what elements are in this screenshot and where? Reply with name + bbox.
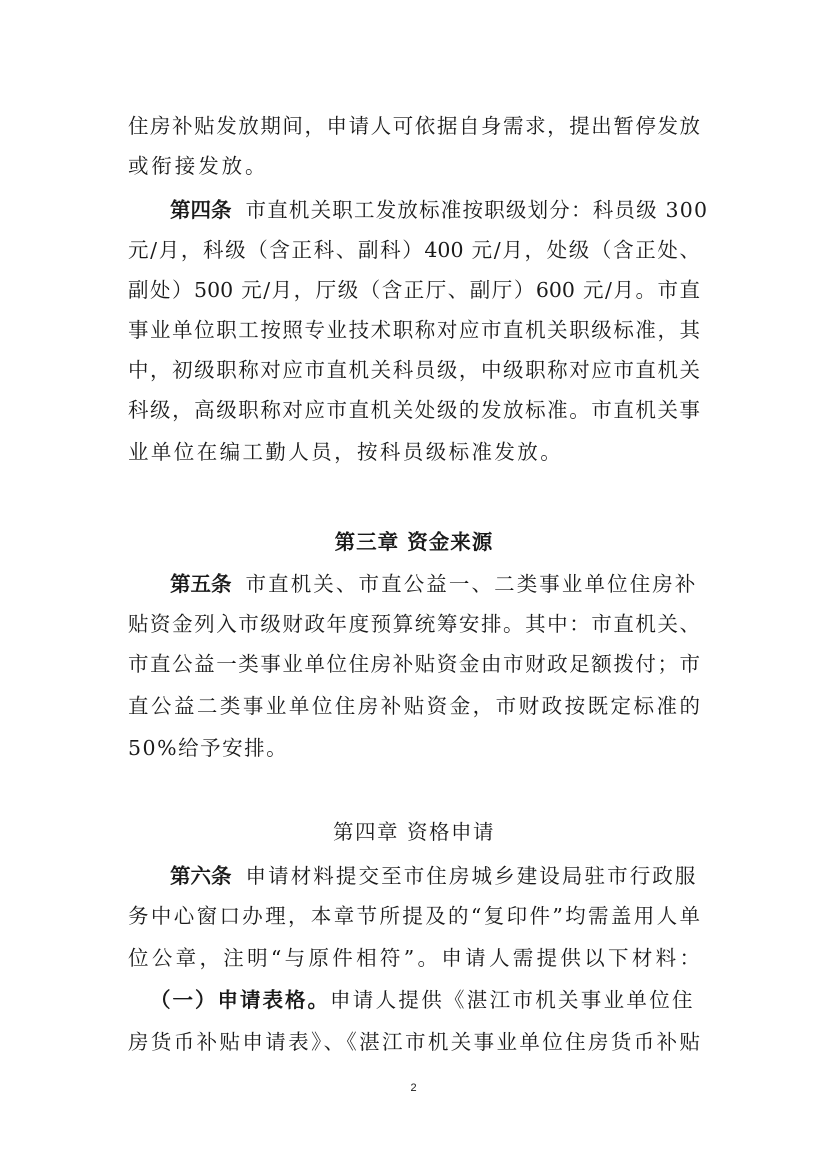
item-1-title: （一）申请表格。	[150, 988, 330, 1012]
chapter-4-heading: 第四章 资格申请	[332, 820, 496, 844]
paragraph-line: 业单位在编工勤人员，按科员级标准发放。	[128, 440, 564, 464]
article-6-line	[170, 856, 700, 896]
article-4-text: 市直机关职工发放标准按职级划分：科员级 300	[245, 198, 709, 222]
page-number: 2	[410, 1082, 417, 1094]
paragraph-line: 科级，高级职称对应市直机关处级的发放标准。市直机关事	[128, 398, 700, 422]
article-4-title: 第四条	[170, 198, 232, 222]
paragraph-line: 直公益二类事业单位住房补贴资金，市财政按既定标准的	[128, 694, 700, 718]
paragraph-line: 中，初级职称对应市直机关科员级，中级职称对应市直机关	[128, 358, 700, 382]
article-6-title: 第六条	[170, 864, 232, 888]
paragraph-line: 位公章，注明“与原件相符”。申请人需提供以下材料：	[128, 946, 700, 970]
paragraph-line: 事业单位职工按照专业技术职称对应市直机关职级标准，其	[128, 318, 700, 342]
paragraph-line: 副处）500 元/月，厅级（含正厅、副厅）600 元/月。市直	[128, 278, 700, 302]
article-4-line	[170, 190, 709, 230]
article-5-title: 第五条	[170, 572, 232, 596]
item-1-text: 申请人提供《湛江市机关事业单位住	[330, 988, 695, 1012]
paragraph-line: 50%给予安排。	[128, 736, 289, 760]
paragraph-line: 住房补贴发放期间，申请人可依据自身需求，提出暂停发放	[128, 114, 700, 138]
paragraph-line: 务中心窗口办理，本章节所提及的“复印件”均需盖用人单	[128, 904, 700, 928]
article-5-line	[170, 564, 700, 604]
paragraph-line: 或衔接发放。	[128, 154, 269, 178]
paragraph-line: 市直公益一类事业单位住房补贴资金由市财政足额拨付；市	[128, 652, 700, 676]
chapter-3-heading: 第三章 资金来源	[334, 530, 494, 554]
paragraph-line: 贴资金列入市级财政年度预算统筹安排。其中：市直机关、	[128, 612, 700, 636]
item-1-line	[150, 980, 700, 1020]
article-6-text: 申请材料提交至市住房城乡建设局驻市行政服	[245, 864, 698, 888]
article-5-text: 市直机关、市直公益一、二类事业单位住房补	[245, 572, 698, 596]
paragraph-line: 元/月，科级（含正科、副科）400 元/月，处级（含正处、	[128, 238, 700, 262]
paragraph-line: 房货币补贴申请表》、《湛江市机关事业单位住房货币补贴	[128, 1030, 700, 1054]
